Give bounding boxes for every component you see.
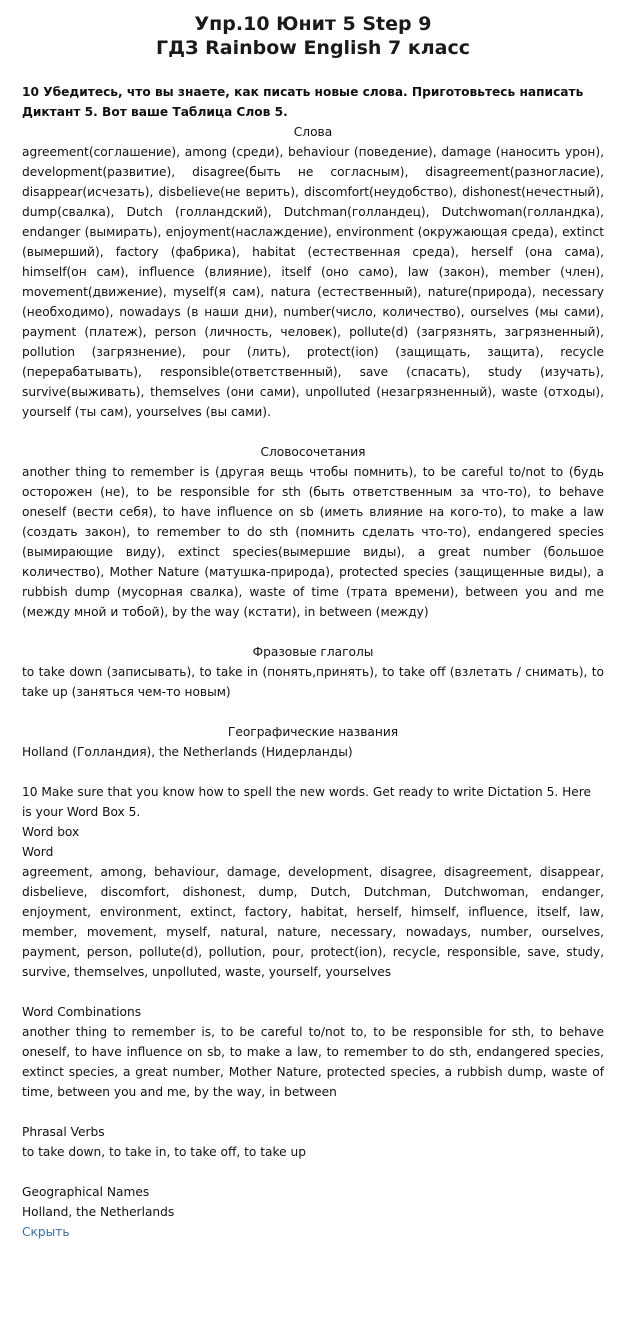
en-phrasal-label: Phrasal Verbs — [22, 1125, 105, 1139]
en-word-label: Word — [22, 845, 54, 859]
ru-words-text: agreement(соглашение), among (среди), behaviour (поведение), damage (наносить урон), development(развитие), disagree(быть не согласным), disagreement(разногласие), disappear(исчезать), disbelieve(не верить), discomfort(неудобство), dishonest(нечестный), dump(свалка), Dutch (голландский), Dutchman(голландец), Dutchwoman(голландка), endanger (вымирать), enjoyment(наслаждение), environment (окружающая среда), extinct (вымерший), factory (фабрика), habitat (естественная среда), herself (она сама), himself(он сам), influence (влияние), itself (оно само), law (закон), member (член), movement(движение), myself(я сам), natura (естественный), nature(природа), necessary (необходимо), nowadays (в наши дни), number(число, количество), ourselves (мы сами), payment (платеж), person (личность, человек), pollute(d) (загрязнять, загрязненный), pollution (загрязнение), pour (лить), protect(ion) (защищать, защита), recycle (перерабатывать), responsible(ответственный), save (спасать), study (изучать), survive(выживать), themselves (они сами), unpolluted (незагрязненный), waste (отходы), yourself (ты сам), yourselves (вы сами). — [22, 145, 604, 419]
en-geo-label: Geographical Names — [22, 1185, 150, 1199]
ru-geo-text: Holland (Голландия), the Netherlands (Нидерланды) — [22, 745, 353, 759]
ru-phrasal-heading: Фразовые глаголы — [252, 645, 374, 659]
spacer — [22, 1102, 604, 1122]
spacer — [22, 982, 604, 1002]
en-phrasal-text: to take down, to take in, to take off, to take up — [22, 1145, 306, 1159]
ru-phrasal-text: to take down (записывать), to take in (понять,принять), to take off (взлетать / снимать), to take up (заняться чем-то новым) — [22, 665, 604, 699]
ru-geo-heading: Географические названия — [227, 725, 399, 739]
spacer — [22, 422, 604, 442]
en-wordbox-label: Word box — [22, 825, 80, 839]
spacer — [22, 762, 604, 782]
en-combos-text: another thing to remember is, to be careful to/not to, to be responsible for sth, to behave oneself, to have influence on sb, to make a law, to remember to do sth, endangered species, extinct species, a great number, Mother Nature, protected species, a rubbish dump, waste of time, between you and me, by the way, in between — [22, 1025, 604, 1099]
ru-combos-heading: Словосочетания — [260, 445, 366, 459]
en-intro: 10 Make sure that you know how to spell the new words. Get ready to write Dictation 5. Here is your Word Box 5. — [22, 785, 591, 819]
hide-link[interactable]: Скрыть — [22, 1225, 70, 1239]
title-line-1: Упр.10 Юнит 5 Step 9 — [194, 13, 432, 35]
ru-combos-text: another thing to remember is (другая вещь чтобы помнить), to be careful to/not to (будь осторожен (не), to be responsible for sth (быть ответственным за что-то), to behave oneself (вести себя), to have influence on sb (иметь влияние на кого-то), to make a law (создать закон), to remember to do sth (помнить сделать что-то), endangered species (вымирающие виду), extinct species(вымершие виды), a great number (большое количество), Mother Nature (матушка-природа), protected species (защищенные виды), a rubbish dump (мусорная свалка), waste of time (трата времени), between you and me (между мной и тобой), by the way (кстати), in between (между) — [22, 465, 604, 619]
ru-words-heading: Слова — [293, 125, 333, 139]
en-geo-text: Holland, the Netherlands — [22, 1205, 175, 1219]
page-title — [22, 12, 604, 60]
spacer — [22, 622, 604, 642]
title-line-2: ГДЗ Rainbow English 7 класс — [155, 37, 471, 59]
en-combos-label: Word Combinations — [22, 1005, 142, 1019]
spacer — [22, 1162, 604, 1182]
en-words-text: agreement, among, behaviour, damage, development, disagree, disagreement, disappear, disbelieve, discomfort, dishonest, dump, Dutch, Dutchman, Dutchwoman, endanger, enjoyment, environment, extinct, factory, habitat, herself, himself, influence, itself, law, member, movement, myself, natural, nature, necessary, nowadays, number, ourselves, payment, person, pollute(d), pollution, pour, protect(ion), recycle, responsible, save, study, survive, themselves, unpolluted, waste, yourself, yourselves — [22, 865, 604, 979]
task-statement: 10 Убедитесь, что вы знаете, как писать новые слова. Приготовьтесь написать Диктант 5. Вот ваше Таблица Слов 5. — [22, 85, 584, 119]
spacer — [22, 702, 604, 722]
